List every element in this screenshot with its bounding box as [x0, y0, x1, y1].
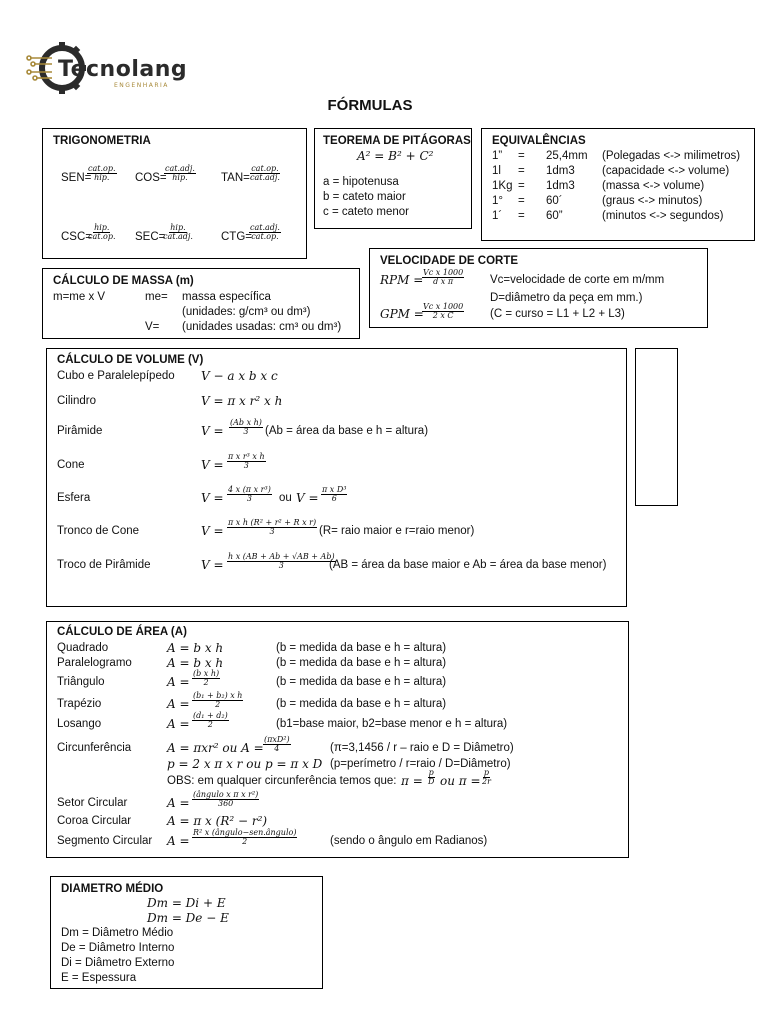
cone-frustum-note: (R= raio maior e r=raio menor) [319, 525, 475, 537]
sphere-fraction-2: $\frac{\text{π x D³}}{6}$ [322, 485, 347, 504]
parallelogram-note: (b = medida da base e h = altura) [276, 657, 447, 669]
trapezoid-label: Trapézio [57, 698, 102, 710]
obs-text: OBS: em qualquer circunferência temos que: [167, 775, 397, 787]
sen-label: SEN= [61, 172, 92, 184]
mean-diameter-line: E = Espessura [61, 972, 137, 984]
equivalence-row: 1Kg = 1dm3 (massa <-> volume) [492, 180, 705, 192]
sen-fraction: cat.op. hip. [88, 164, 116, 183]
mass-v-label: V= [145, 321, 160, 333]
rhombus-label: Losango [57, 718, 102, 730]
rpm-fraction: $\frac{\text{Vc x 1000}}{\text{d x π}}$ [423, 268, 464, 287]
cone-label: Cone [57, 459, 85, 471]
segment-prefix: A = [167, 834, 190, 848]
mean-diameter-formula-2: Dm = De − E [147, 911, 229, 925]
rpm-label: RPM = [380, 273, 424, 287]
cone-frustum-label: Tronco de Cone [57, 525, 140, 537]
circle-note: (π=3,1456 / r – raio e D = Diâmetro) [330, 742, 514, 754]
segment-label: Segmento Circular [57, 835, 153, 847]
pyramid-frustum-prefix: V = [201, 558, 224, 572]
mass-units: (unidades: g/cm³ ou dm³) [182, 306, 311, 318]
sphere-label: Esfera [57, 492, 91, 504]
pyramid-label: Pirâmide [57, 425, 103, 437]
sector-fraction: (ângulo x π x r²) 360 [193, 790, 259, 809]
cutting-speed-box [369, 248, 708, 328]
equivalence-row: 1° = 60´ (graus <-> minutos) [492, 195, 703, 207]
cylinder-formula: V = π x r² x h [201, 394, 283, 408]
trigonometry-box [42, 128, 307, 259]
square-formula: A = b x h [167, 641, 224, 655]
sector-prefix: A = [167, 796, 190, 810]
square-label: Quadrado [57, 642, 109, 654]
trapezoid-note: (b = medida da base e h = altura) [276, 698, 447, 710]
equivalence-row: 1´ = 60” (minutos <-> segundos) [492, 210, 724, 222]
parallelogram-label: Paralelogramo [57, 657, 132, 669]
logo-text: Tecnolang [58, 57, 188, 82]
mass-formula: m=me x V [53, 291, 106, 303]
ctg-fraction: cat.adj. cat.op. [250, 223, 280, 242]
cutting-speed-title: VELOCIDADE DE CORTE [380, 255, 519, 267]
trapezoid-fraction: $\frac{\text{(b₁ + b₂) x h}}{2}$ [193, 691, 243, 710]
circle-label: Circunferência [57, 742, 132, 754]
cone-frustum-prefix: V = [201, 524, 224, 538]
obs-fraction-2: $\frac{p}{2r}$ [482, 768, 491, 787]
segment-note: (sendo o ângulo em Radianos) [330, 835, 488, 847]
volume-title: CÁLCULO DE VOLUME (V) [57, 354, 204, 366]
sphere-fraction: $\frac{\text{4 x (π x r³)}}{3}$ [228, 485, 271, 504]
mean-diameter-line: Dm = Diâmetro Médio [61, 927, 174, 939]
obs-or: ou π = [440, 774, 481, 788]
mass-v-units: (unidades usadas: cm³ ou dm³) [182, 321, 342, 333]
pyramid-frustum-label: Troco de Pirâmide [57, 559, 151, 571]
logo [26, 40, 196, 96]
circle-fraction: (πxD²) 4 [264, 735, 290, 754]
pythagoras-line: c = cateto menor [323, 206, 409, 218]
obs-fraction-1: $\frac{p}{D}$ [428, 768, 435, 787]
square-note: (b = medida da base e h = altura) [276, 642, 447, 654]
gpm-fraction: $\frac{\text{Vc x 1000}}{\text{2 x C}}$ [423, 302, 464, 321]
obs-pi-1: π = [401, 774, 423, 788]
cos-fraction: cat.adj. hip. [165, 164, 195, 183]
sphere-or: ou [279, 492, 292, 504]
cutting-speed-line: D=diâmetro da peça em mm.) [490, 292, 643, 304]
segment-fraction: R² x (ângulo−sen.ângulo) 2 [193, 828, 297, 847]
mass-box [42, 268, 360, 339]
sphere-prefix: V = [201, 491, 224, 505]
tan-label: TAN= [221, 172, 250, 184]
mean-diameter-formula-1: Dm = Di + E [147, 896, 226, 910]
triangle-note: (b = medida da base e h = altura) [276, 676, 447, 688]
annulus-label: Coroa Circular [57, 815, 132, 827]
circle-prefix: A = πxr² ou A = [167, 741, 264, 755]
mean-diameter-box [50, 876, 323, 989]
area-box [46, 621, 629, 858]
pyramid-fraction: $\frac{\text{(Ab x h)}}{3}$ [230, 418, 262, 437]
cylinder-label: Cilindro [57, 395, 96, 407]
pyramid-prefix: V = [201, 424, 224, 438]
tan-fraction: cat.op. cat.adj. [250, 164, 280, 183]
equivalence-row: 1l = 1dm3 (capacidade <-> volume) [492, 165, 730, 177]
cos-label: COS= [135, 172, 167, 184]
cone-frustum-fraction: $\frac{\text{π x h (R² + r² + R x r)}}{3}$ [228, 518, 317, 537]
compass-box [635, 348, 678, 506]
mass-title: CÁLCULO DE MASSA (m) [53, 275, 194, 287]
annulus-formula: A = π x (R² − r²) [167, 814, 268, 828]
cutting-speed-line: Vc=velocidade de corte em m/mm [490, 274, 665, 286]
ctg-label: CTG= [221, 231, 252, 243]
cube-label: Cubo e Paralelepípedo [57, 370, 175, 382]
logo-subtext: ENGENHARIA [114, 82, 169, 89]
rhombus-fraction: $\frac{\text{(d₁ + d₂)}}{2}$ [193, 711, 228, 730]
pythagoras-formula: A² = B² + C² [357, 149, 434, 163]
pyramid-note: (Ab = área da base e h = altura) [265, 425, 429, 437]
rhombus-prefix: A = [167, 717, 190, 731]
sphere-prefix-2: V = [296, 491, 319, 505]
sec-label: SEC= [135, 231, 166, 243]
sector-label: Setor Circular [57, 797, 128, 809]
pyramid-frustum-fraction: $\frac{\text{h x (AB + Ab + √AB + Ab)}}{3}$ [228, 552, 335, 571]
mean-diameter-title: DIAMETRO MÉDIO [61, 883, 164, 895]
page-title: FÓRMULAS [327, 97, 413, 114]
rhombus-note: (b1=base maior, b2=base menor e h = altura) [276, 718, 508, 730]
area-title: CÁLCULO DE ÁREA (A) [57, 626, 187, 638]
cone-fraction: $\frac{\text{π x r³ x h}}{3}$ [228, 452, 265, 471]
mass-me-desc: massa específica [182, 291, 271, 303]
equivalence-row: 1” = 25,4mm (Polegadas <-> milimetros) [492, 150, 741, 162]
triangle-fraction: $\frac{\text{(b x h)}}{2}$ [193, 669, 220, 688]
cutting-speed-line: (C = curso = L1 + L2 + L3) [490, 308, 625, 320]
perimeter-formula: p = 2 x π x r ou p = π x D [167, 757, 323, 771]
pyramid-frustum-note: (AB = área da base maior e Ab = área da base menor) [329, 559, 607, 571]
pythagoras-line: b = cateto maior [323, 191, 406, 203]
trapezoid-prefix: A = [167, 697, 190, 711]
mean-diameter-line: De = Diâmetro Interno [61, 942, 175, 954]
triangle-prefix: A = [167, 675, 190, 689]
gpm-label: GPM = [380, 307, 424, 321]
equivalences-box [481, 128, 755, 241]
parallelogram-formula: A = b x h [167, 656, 224, 670]
cube-formula: V − a x b x c [201, 369, 278, 383]
sec-fraction: hip. cat.adj. [163, 223, 193, 242]
mean-diameter-line: Di = Diâmetro Externo [61, 957, 175, 969]
csc-fraction: hip. cat.op. [88, 223, 116, 242]
volume-box [46, 348, 627, 607]
triangle-label: Triângulo [57, 676, 105, 688]
mass-me-label: me= [145, 291, 168, 303]
pythagoras-line: a = hipotenusa [323, 176, 399, 188]
perimeter-note: (p=perímetro / r=raio / D=Diâmetro) [330, 758, 511, 770]
pythagoras-title: TEOREMA DE PITÁGORAS [323, 135, 471, 147]
trig-title: TRIGONOMETRIA [53, 135, 151, 147]
equivalences-title: EQUIVALÊNCIAS [492, 135, 586, 147]
pythagoras-box [314, 128, 472, 229]
cone-prefix: V = [201, 458, 224, 472]
csc-label: CSC= [61, 231, 92, 243]
